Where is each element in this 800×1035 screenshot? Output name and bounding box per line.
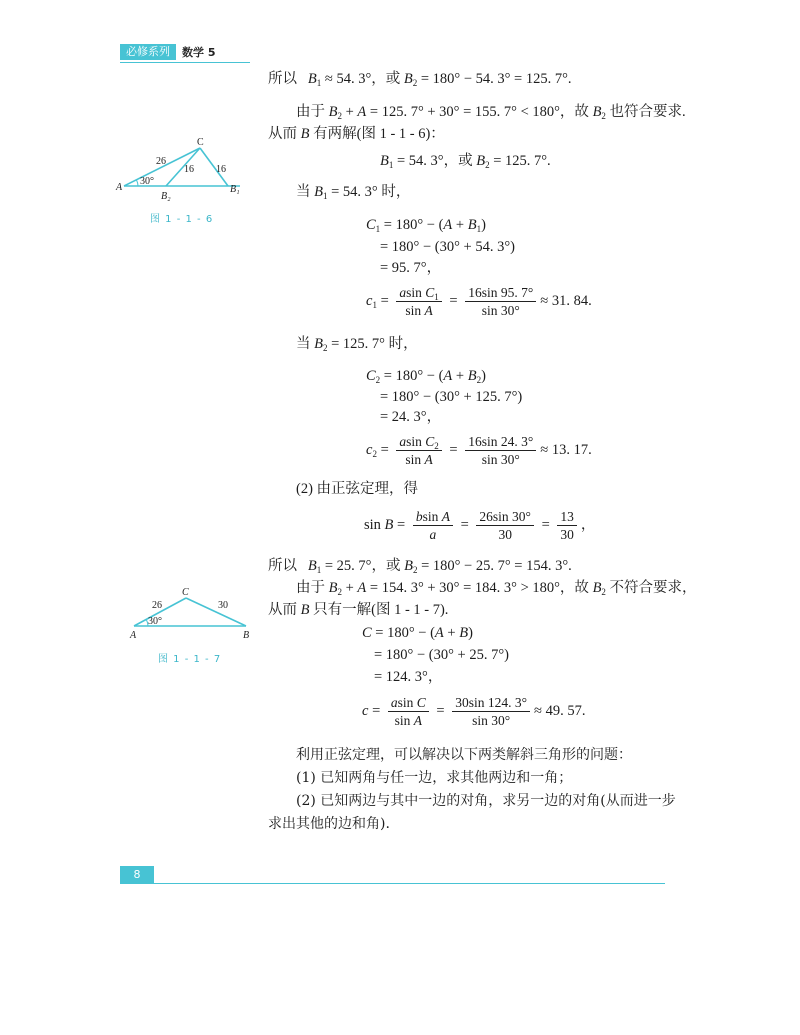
fraction bbox=[465, 433, 536, 468]
denominator: sin 30° bbox=[481, 452, 520, 467]
text: sin bbox=[394, 713, 414, 728]
text: = 54. 3°，或 bbox=[393, 153, 477, 169]
line-case-b2 bbox=[296, 334, 418, 354]
var: B bbox=[328, 104, 338, 120]
numerator bbox=[388, 694, 429, 712]
var: a bbox=[390, 695, 398, 710]
numerator bbox=[396, 433, 441, 451]
var: B bbox=[467, 368, 477, 384]
sub: 1 bbox=[316, 78, 322, 88]
figure-2-caption: 图 1 - 1 - 7 bbox=[158, 654, 222, 665]
var: B bbox=[459, 625, 469, 641]
text: = bbox=[368, 702, 384, 719]
var: A bbox=[443, 368, 453, 384]
fig1-side-16b: 16 bbox=[216, 164, 226, 175]
fig1-label-B1: B₁ bbox=[230, 184, 240, 195]
text: = bbox=[537, 516, 554, 533]
text: 当 bbox=[296, 336, 315, 352]
var: C bbox=[425, 285, 435, 300]
var: B bbox=[300, 602, 310, 618]
fig2-label-B: B bbox=[243, 630, 250, 641]
var: C bbox=[366, 368, 376, 384]
fraction bbox=[557, 508, 577, 543]
text: = bbox=[432, 702, 449, 719]
text: = 180° − 54. 3° = 125. 7°. bbox=[417, 71, 572, 87]
text: 由于 bbox=[296, 580, 329, 596]
var: B bbox=[307, 71, 317, 87]
text: ≈ 31. 84. bbox=[540, 292, 592, 309]
sub: 1 bbox=[476, 224, 482, 234]
sub: 2 bbox=[337, 587, 342, 597]
text: ≈ 13. 17. bbox=[540, 441, 592, 458]
fig1-angle-arc bbox=[137, 180, 139, 186]
line-part-2: (2) 由正弦定理，得 bbox=[296, 481, 419, 497]
text: ， bbox=[580, 516, 596, 533]
fig1-side-26: 26 bbox=[156, 156, 166, 167]
var: B bbox=[476, 153, 486, 169]
text: = bbox=[456, 516, 473, 533]
figure-1-1-7 bbox=[124, 584, 264, 644]
denominator bbox=[396, 302, 441, 319]
fig2-label-C: C bbox=[182, 587, 189, 598]
line-two-solutions bbox=[268, 124, 445, 144]
line-c3-eq1 bbox=[362, 623, 473, 643]
line-c2-side bbox=[366, 433, 592, 468]
text: = 154. 3° + 30° = 184. 3° > 180°，故 bbox=[366, 580, 593, 596]
sub: 2 bbox=[412, 78, 418, 88]
sub: 1 bbox=[375, 224, 381, 234]
figure-1-caption: 图 1 - 1 - 6 bbox=[150, 214, 214, 225]
book-title: 数学 5 bbox=[182, 46, 216, 59]
text: ≈ 49. 57. bbox=[534, 702, 586, 719]
line-c1-eq3: = 95. 7°， bbox=[380, 260, 442, 276]
var: B bbox=[300, 126, 310, 142]
text: sin bbox=[406, 434, 426, 449]
text: = bbox=[393, 516, 409, 533]
text: = bbox=[445, 292, 462, 309]
var: B bbox=[592, 580, 602, 596]
text: 只有一解(图 1 - 1 - 7). bbox=[309, 602, 449, 618]
var: A bbox=[441, 509, 450, 524]
fig2-side-CB bbox=[186, 598, 246, 626]
var: B bbox=[467, 217, 477, 233]
sub: 2 bbox=[412, 565, 418, 575]
fig1-side-16a: 16 bbox=[184, 164, 194, 175]
var: C bbox=[425, 434, 435, 449]
fraction bbox=[388, 694, 429, 729]
text: + bbox=[452, 217, 468, 233]
text: 有两解(图 1 - 1 - 6)： bbox=[309, 126, 445, 142]
var: b bbox=[415, 509, 423, 524]
var: B bbox=[328, 580, 338, 596]
var: a bbox=[399, 285, 407, 300]
text: ) bbox=[481, 368, 486, 384]
var: A bbox=[357, 580, 367, 596]
fig2-side-26: 26 bbox=[152, 600, 162, 611]
text: = bbox=[376, 292, 393, 309]
fraction bbox=[465, 284, 536, 319]
sub: 1 bbox=[372, 299, 377, 310]
text: ) bbox=[481, 217, 486, 233]
header-rule bbox=[120, 62, 250, 63]
sub: 2 bbox=[601, 111, 606, 121]
fig1-angle-30: 30° bbox=[140, 176, 154, 187]
sub: 1 bbox=[434, 292, 439, 302]
line-c3-eq2: = 180° − (30° + 25. 7°) bbox=[374, 647, 509, 663]
text: = 25. 7°，或 bbox=[321, 558, 405, 574]
text: ) bbox=[468, 625, 473, 641]
text: sin bbox=[405, 452, 425, 467]
text: = 180° − ( bbox=[380, 368, 444, 384]
text: = 125. 7°. bbox=[489, 153, 551, 169]
denominator: a bbox=[429, 527, 437, 542]
line-b1-result bbox=[268, 69, 572, 89]
line-c1-eq2: = 180° − (30° + 54. 3°) bbox=[380, 239, 515, 255]
text: 从而 bbox=[268, 602, 301, 618]
var: B bbox=[314, 336, 323, 352]
denominator bbox=[388, 712, 429, 729]
sub: 2 bbox=[337, 111, 342, 121]
var: a bbox=[399, 434, 407, 449]
summary-line-3: (2) 已知两边与其中一边的对角，求另一边的对角(从而进一步 bbox=[296, 793, 676, 809]
line-one-solution bbox=[268, 600, 448, 620]
numerator: 16sin 24. 3° bbox=[465, 433, 536, 451]
text: 不符合要求， bbox=[605, 580, 697, 596]
text: sin bbox=[422, 509, 442, 524]
line-sinB bbox=[364, 508, 595, 543]
sub: 1 bbox=[388, 160, 394, 170]
line-c3-eq3: = 124. 3°， bbox=[374, 669, 443, 685]
line-c1-side bbox=[366, 284, 592, 319]
page-number: 8 bbox=[120, 866, 154, 884]
sub: 2 bbox=[434, 441, 439, 451]
summary-line-2: (1) 已知两角与任一边，求其他两边和一角； bbox=[296, 770, 573, 786]
line-check-b2-part2 bbox=[296, 578, 697, 598]
fraction bbox=[396, 433, 441, 468]
var: B bbox=[592, 104, 602, 120]
running-header bbox=[120, 44, 215, 60]
fig1-label-C: C bbox=[197, 137, 204, 148]
numerator bbox=[396, 284, 441, 302]
sub: 2 bbox=[601, 587, 606, 597]
text: 当 bbox=[296, 184, 315, 200]
text: sin bbox=[364, 516, 385, 533]
var: A bbox=[413, 713, 423, 728]
sub: 2 bbox=[322, 343, 328, 353]
numerator: 16sin 95. 7° bbox=[465, 284, 536, 302]
var: A bbox=[424, 452, 433, 467]
text: ≈ 54. 3°，或 bbox=[324, 71, 404, 87]
fraction bbox=[452, 694, 530, 729]
var: B bbox=[380, 153, 389, 169]
line-b-values bbox=[380, 151, 551, 171]
fig2-label-A: A bbox=[130, 630, 137, 641]
var: A bbox=[424, 303, 433, 318]
text: = 54. 3° 时， bbox=[327, 184, 411, 200]
var: c bbox=[366, 292, 373, 309]
text-suoyi: 所以 bbox=[268, 71, 297, 87]
denominator: sin 30° bbox=[472, 713, 511, 728]
sub: 2 bbox=[372, 448, 377, 459]
text: sin bbox=[397, 695, 417, 710]
line-c-side bbox=[362, 694, 585, 729]
denominator: sin 30° bbox=[481, 303, 520, 318]
numerator: 30sin 124. 3° bbox=[452, 694, 530, 712]
line-c1-eq1 bbox=[366, 215, 486, 235]
sub: 2 bbox=[485, 160, 490, 170]
text: sin bbox=[405, 303, 425, 318]
var: C bbox=[416, 695, 426, 710]
sub: 2 bbox=[476, 375, 482, 385]
numerator: 26sin 30° bbox=[476, 508, 534, 526]
fraction bbox=[396, 284, 441, 319]
denominator: 30 bbox=[560, 527, 574, 542]
footer-rule bbox=[154, 883, 665, 884]
text: + bbox=[341, 104, 358, 120]
numerator: 13 bbox=[557, 508, 577, 526]
page-footer bbox=[120, 866, 665, 884]
fig2-side-30: 30 bbox=[218, 600, 228, 611]
line-c2-eq1 bbox=[366, 366, 486, 386]
text: = bbox=[376, 441, 393, 458]
fraction bbox=[413, 508, 453, 543]
text: 由于 bbox=[296, 104, 329, 120]
var: B bbox=[314, 184, 323, 200]
var: B bbox=[403, 71, 413, 87]
sub: 1 bbox=[316, 565, 322, 575]
var: c bbox=[362, 702, 369, 719]
var: A bbox=[357, 104, 367, 120]
text: + bbox=[452, 368, 468, 384]
figure-1-1-6 bbox=[114, 134, 254, 204]
var: c bbox=[366, 441, 373, 458]
text: = 180° − ( bbox=[371, 625, 435, 641]
denominator bbox=[396, 451, 441, 468]
var: A bbox=[443, 217, 453, 233]
var: B bbox=[384, 516, 394, 533]
line-c2-eq2: = 180° − (30° + 125. 7°) bbox=[380, 389, 523, 405]
text: = 125. 7° + 30° = 155. 7° < 180°，故 bbox=[366, 104, 593, 120]
text: = 180° − 25. 7° = 154. 3°. bbox=[417, 558, 572, 574]
line-c2-eq3: = 24. 3°， bbox=[380, 409, 442, 425]
var: B bbox=[404, 558, 413, 574]
summary-line-4: 求出其他的边和角). bbox=[268, 816, 390, 832]
fig1-side-CB2 bbox=[166, 148, 200, 186]
fraction bbox=[476, 508, 534, 543]
text: = bbox=[445, 441, 462, 458]
text: = 125. 7° 时， bbox=[327, 336, 418, 352]
text: 所以 bbox=[268, 558, 297, 574]
series-tag: 必修系列 bbox=[120, 44, 176, 60]
sub: 2 bbox=[375, 375, 381, 385]
text: 也符合要求. bbox=[605, 104, 686, 120]
var: C bbox=[366, 217, 376, 233]
summary-line-1: 利用正弦定理，可以解决以下两类解斜三角形的问题： bbox=[296, 747, 632, 763]
fig1-label-A: A bbox=[116, 182, 123, 193]
denominator: 30 bbox=[498, 527, 512, 542]
line-case-b1 bbox=[296, 182, 410, 202]
fig1-label-B2: B₂ bbox=[161, 191, 171, 202]
var: C bbox=[362, 625, 372, 641]
text: sin bbox=[406, 285, 426, 300]
text: + bbox=[443, 625, 460, 641]
text: + bbox=[341, 580, 358, 596]
text: 从而 bbox=[268, 126, 301, 142]
numerator bbox=[413, 508, 453, 526]
text: = 180° − ( bbox=[380, 217, 444, 233]
line-check-b2 bbox=[296, 102, 686, 122]
line-b-part2 bbox=[268, 556, 572, 576]
var: A bbox=[434, 625, 444, 641]
sub: 1 bbox=[322, 191, 328, 201]
fig2-angle-30: 30° bbox=[148, 616, 162, 627]
var: B bbox=[307, 558, 317, 574]
